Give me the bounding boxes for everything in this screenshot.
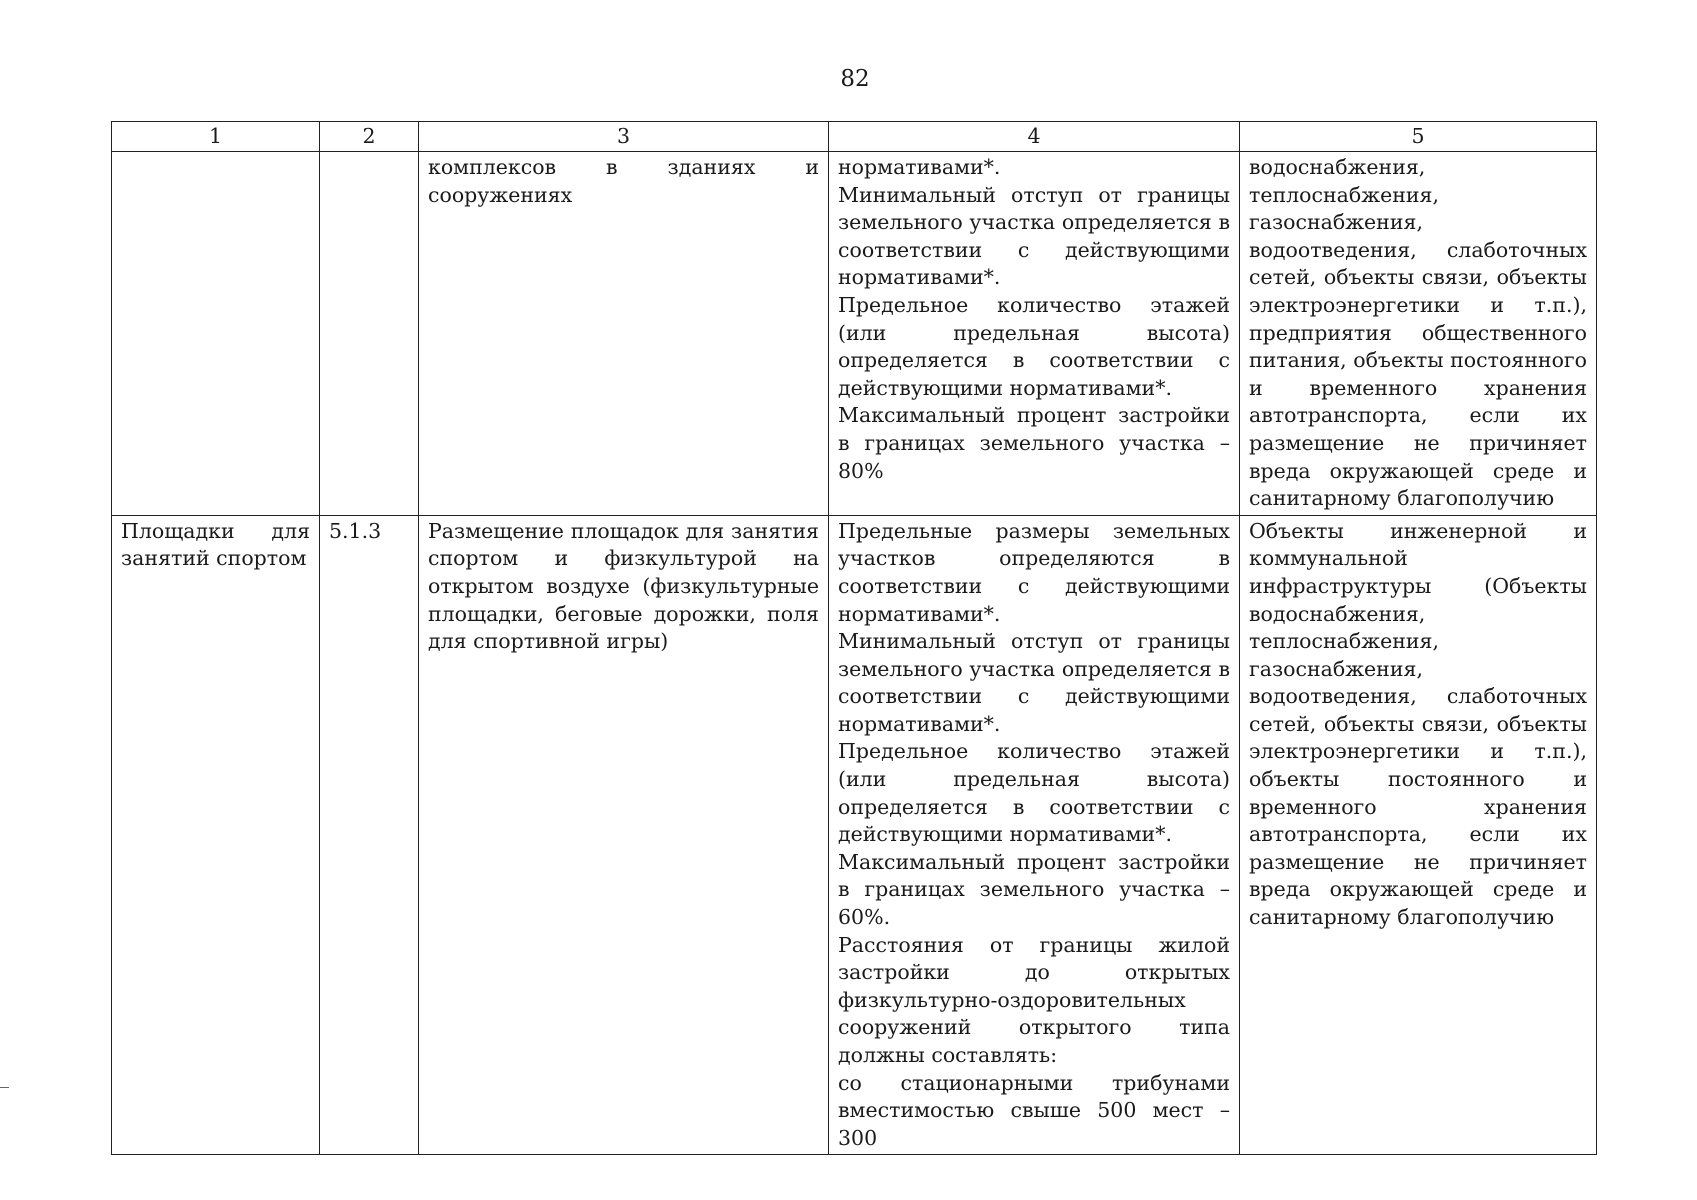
table-row	[112, 152, 1597, 516]
column-header: 3	[419, 122, 829, 152]
land-use-type-cell: Площадки для занятий спортом	[112, 515, 320, 1155]
parameter-line: Минимальный отступ от границы земельного участка определяется в соответствии с действующими нормативами*.	[838, 182, 1230, 290]
auxiliary-uses-cell: Объекты инженерной и коммунальной инфраструктуры (Объекты водоснабжения, теплоснабжения, газоснабжения, водоотведения, слаботочных сетей, объекты связи, объекты электроэнергетики и т.п.), объекты постоянного и временного хранения автотранспорта, если их размещение не причиняет вреда окружающей среде и санитарному благополучию	[1240, 515, 1597, 1155]
code-cell	[320, 152, 419, 516]
parameters-cell	[829, 515, 1240, 1155]
code-cell: 5.1.3	[320, 515, 419, 1155]
parameters-cell	[829, 152, 1240, 516]
column-header: 2	[320, 122, 419, 152]
parameter-line: Предельные размеры земельных участков определяются в соответствии с действующими нормативами*.	[838, 518, 1230, 626]
description-cell: комплексов в зданиях и сооружениях	[419, 152, 829, 516]
parameter-line: Максимальный процент застройки в границах земельного участка – 80%	[838, 403, 1230, 483]
table-row	[112, 515, 1597, 1155]
column-header: 4	[829, 122, 1240, 152]
column-header: 5	[1240, 122, 1597, 152]
page-number: 82	[840, 66, 870, 92]
parameter-line: Расстояния от границы жилой застройки до открытых физкультурно-оздоровительных сооружений открытого типа должны составлять:	[838, 932, 1230, 1067]
table-header-row	[112, 122, 1597, 152]
description-cell: Размещение площадок для занятия спортом и физкультурой на открытом воздухе (физкультурные площадки, беговые дорожки, поля для спортивной игры)	[419, 515, 829, 1155]
parameter-line: Предельное количество этажей (или предельная высота) определяется в соответствии с действующими нормативами*.	[838, 292, 1230, 400]
scan-margin-mark	[0, 1087, 9, 1088]
parameter-line: нормативами*.	[838, 155, 1001, 179]
auxiliary-uses-cell: водоснабжения, теплоснабжения, газоснабжения, водоотведения, слаботочных сетей, объекты связи, объекты электроэнергетики и т.п.), предприятия общественного питания, объекты постоянного и временного хранения автотранспорта, если их размещение не причиняет вреда окружающей среде и санитарному благополучию	[1240, 152, 1597, 516]
column-header: 1	[112, 122, 320, 152]
land-use-regulations-table	[111, 121, 1597, 1155]
parameter-line: со стационарными трибунами вместимостью свыше 500 мест – 300	[838, 1070, 1230, 1150]
parameter-line: Минимальный отступ от границы земельного участка определяется в соответствии с действующими нормативами*.	[838, 629, 1230, 736]
parameter-line: Предельное количество этажей (или предельная высота) определяется в соответствии с действующими нормативами*.	[838, 739, 1230, 847]
land-use-type-cell	[112, 152, 320, 516]
parameter-line: Максимальный процент застройки в границах земельного участка – 60%.	[838, 849, 1230, 930]
